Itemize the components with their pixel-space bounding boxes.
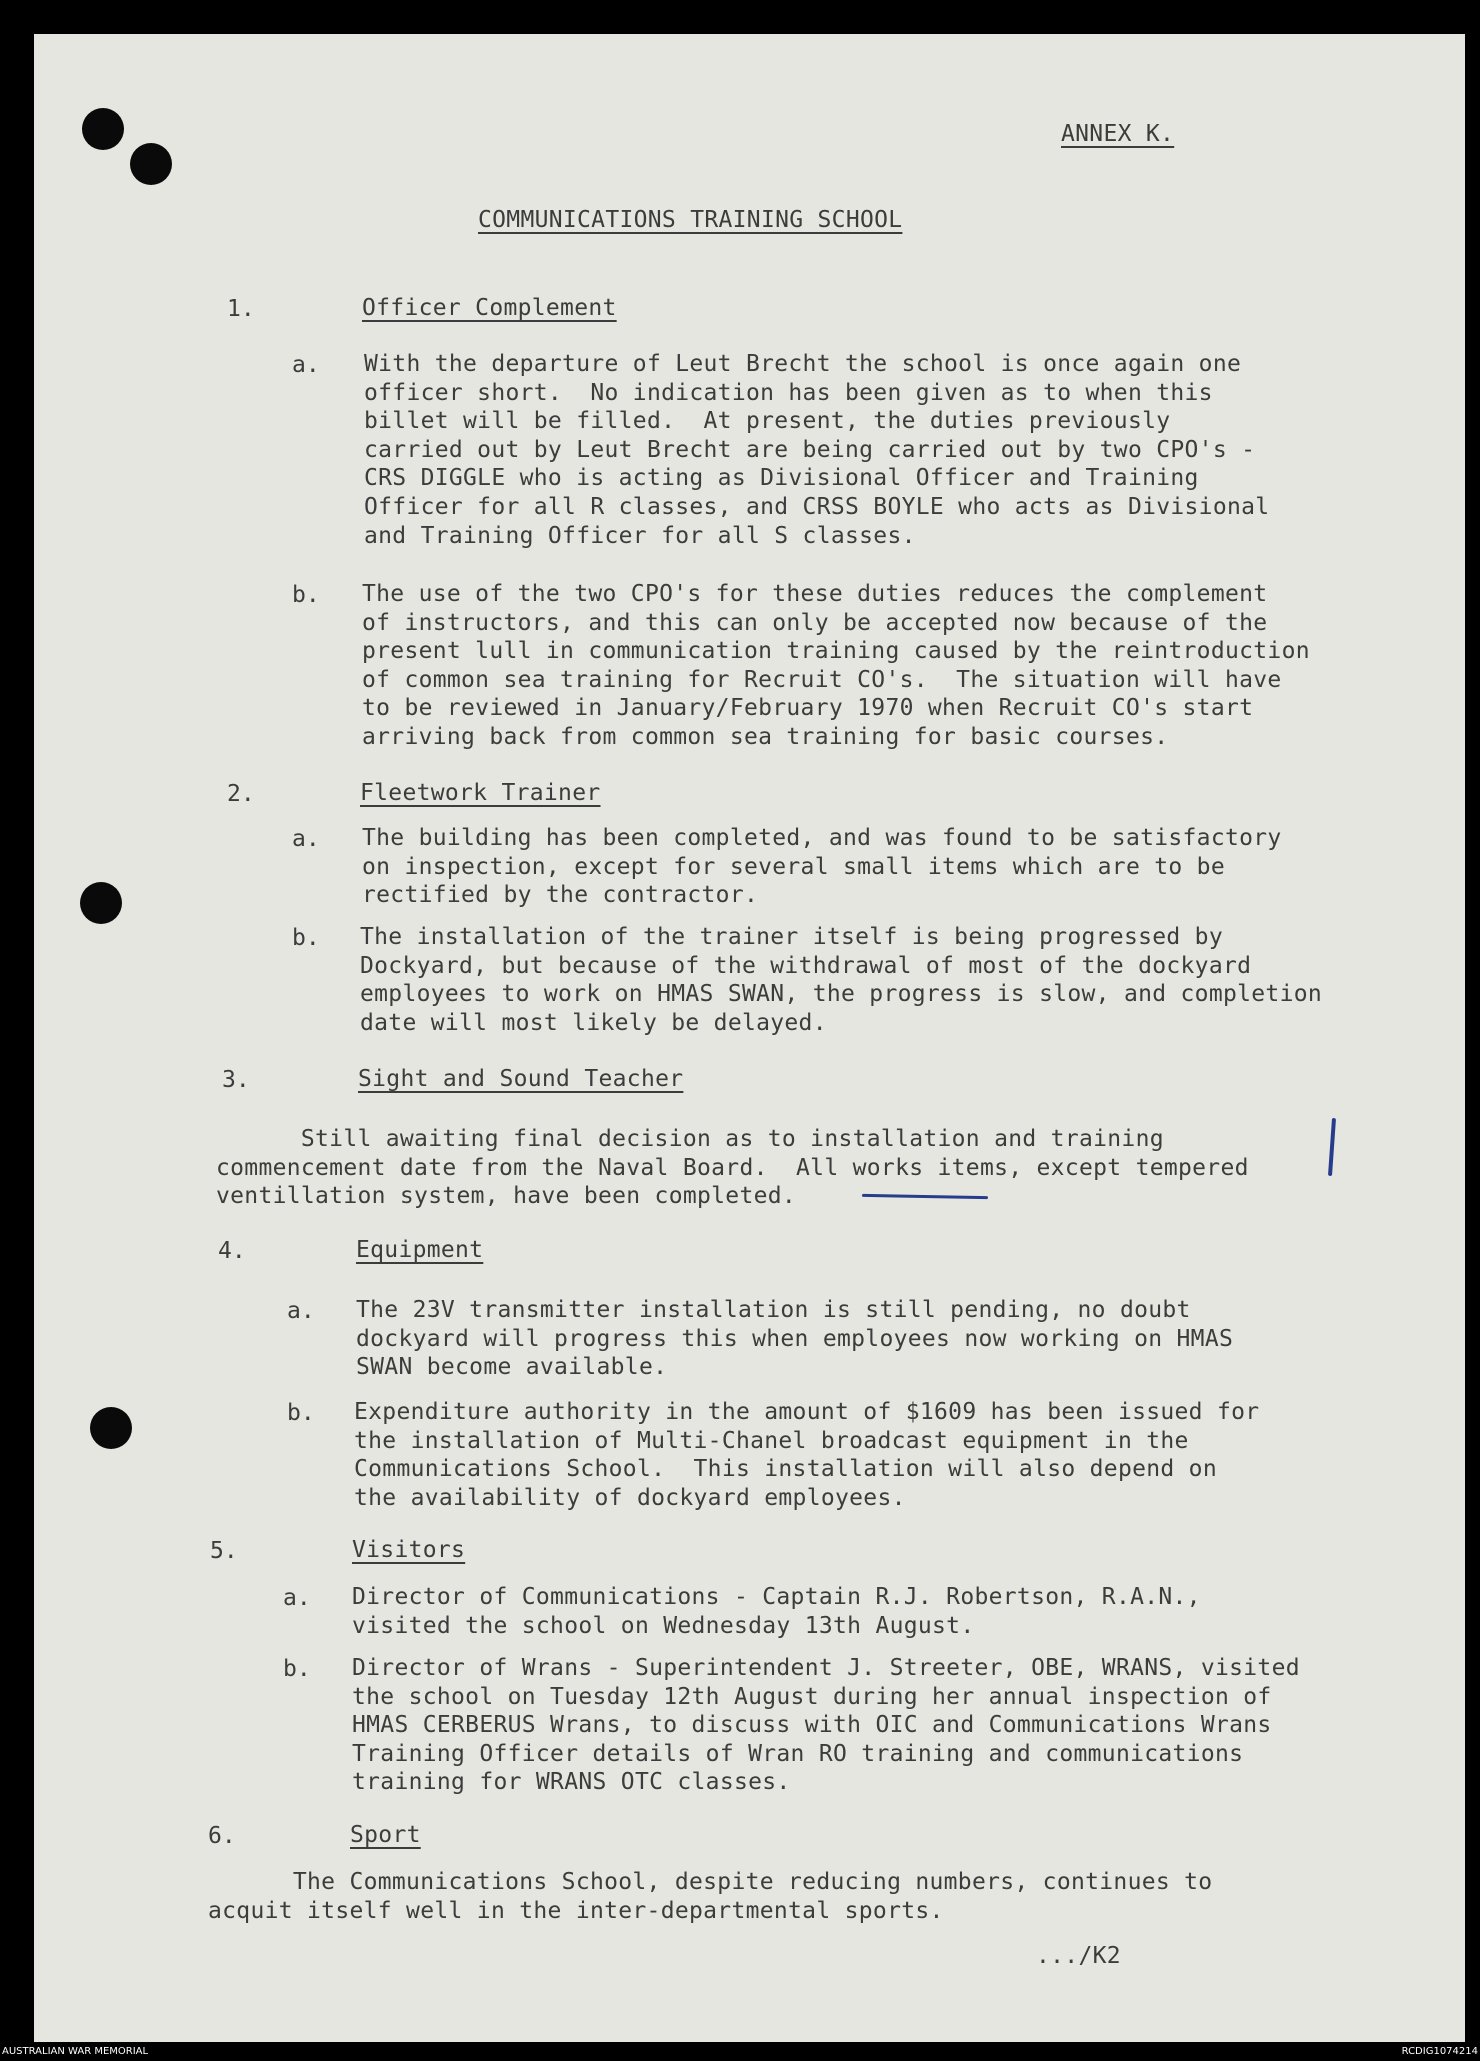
- item-line: HMAS CERBERUS Wrans, to discuss with OIC and Communications Wrans: [352, 1712, 1272, 1739]
- item-line: of common sea training for Recruit CO's. The situation will have: [362, 666, 1282, 693]
- section-heading: Officer Complement: [362, 295, 617, 321]
- item-line: visited the school on Wednesday 13th August.: [352, 1612, 975, 1639]
- section-number: 4.: [218, 1238, 246, 1264]
- item-line: The use of the two CPO's for these duties reduces the complement: [362, 581, 1268, 607]
- section-number: 5.: [210, 1538, 238, 1564]
- item-line: Dockyard, but because of the withdrawal of most of the dockyard: [360, 952, 1252, 979]
- item-letter: a.: [287, 1298, 315, 1324]
- item-letter: b.: [287, 1400, 315, 1426]
- item-letter: b.: [283, 1656, 311, 1682]
- item-line: the school on Tuesday 12th August during her annual inspection of: [352, 1683, 1272, 1710]
- item-letter: a.: [292, 352, 320, 378]
- item-line: to be reviewed in January/February 1970 when Recruit CO's start: [362, 695, 1254, 722]
- item-line: billet will be filled. At present, the duties previously: [364, 408, 1171, 435]
- item-line: dockyard will progress this when employees now working on HMAS: [356, 1325, 1234, 1352]
- section-heading: Sport: [350, 1822, 421, 1848]
- section-heading: Equipment: [356, 1237, 484, 1263]
- section-heading: Sight and Sound Teacher: [358, 1066, 684, 1092]
- item-line: the installation of Multi-Chanel broadcast equipment in the: [354, 1427, 1189, 1454]
- punch-hole: [130, 143, 172, 185]
- item-line: employees to work on HMAS SWAN, the progress is slow, and completion: [360, 981, 1323, 1008]
- item-line: Training Officer details of Wran RO training and communications: [352, 1740, 1244, 1767]
- item-line: Director of Wrans - Superintendent J. Streeter, OBE, WRANS, visited: [352, 1655, 1300, 1681]
- paragraph-line: ventillation system, have been completed.: [216, 1183, 797, 1210]
- item-line: Communications School. This installation will also depend on: [354, 1456, 1217, 1483]
- paragraph-line: Still awaiting final decision as to installation and training: [216, 1126, 1164, 1152]
- item-letter: a.: [292, 826, 320, 852]
- item-line: Director of Communications - Captain R.J. Robertson, R.A.N.,: [352, 1584, 1201, 1610]
- footer-source: AUSTRALIAN WAR MEMORIAL: [2, 2046, 149, 2057]
- item-line: date will most likely be delayed.: [360, 1009, 827, 1036]
- item-line: Officer for all R classes, and CRSS BOYLE who acts as Divisional: [364, 494, 1270, 520]
- footer-record-id: RCDIG1074214: [1401, 2046, 1478, 2057]
- item-line: The building has been completed, and was found to be satisfactory: [362, 825, 1282, 851]
- section-number: 1.: [227, 296, 255, 322]
- item-line: and Training Officer for all S classes.: [364, 522, 916, 549]
- item-line: rectified by the contractor.: [362, 882, 759, 909]
- section-number: 2.: [227, 781, 255, 807]
- item-line: training for WRANS OTC classes.: [352, 1769, 791, 1796]
- item-line: The 23V transmitter installation is still pending, no doubt: [356, 1297, 1191, 1323]
- item-line: CRS DIGGLE who is acting as Divisional Officer and Training: [364, 465, 1199, 492]
- annex-label: ANNEX K.: [1061, 121, 1175, 147]
- item-line: arriving back from common sea training for basic courses.: [362, 724, 1169, 750]
- item-line: of instructors, and this can only be accepted now because of the: [362, 609, 1268, 636]
- item-line: officer short. No indication has been given as to when this: [364, 379, 1213, 406]
- item-line: present lull in communication training caused by the reintroduction: [362, 638, 1310, 665]
- continuation-marker: .../K2: [1036, 1943, 1121, 1969]
- punch-hole: [90, 1407, 132, 1449]
- item-letter: b.: [292, 925, 320, 951]
- document-title: COMMUNICATIONS TRAINING SCHOOL: [478, 207, 903, 233]
- punch-hole: [80, 882, 122, 924]
- item-line: SWAN become available.: [356, 1354, 668, 1381]
- item-line: With the departure of Leut Brecht the school is once again one: [364, 351, 1242, 377]
- punch-hole: [82, 108, 124, 150]
- section-heading: Visitors: [352, 1537, 466, 1563]
- item-line: carried out by Leut Brecht are being carried out by two CPO's -: [364, 436, 1256, 463]
- item-line: the availability of dockyard employees.: [354, 1484, 906, 1511]
- item-line: The installation of the trainer itself is being progressed by: [360, 924, 1223, 950]
- paragraph-line: The Communications School, despite reducing numbers, continues to: [208, 1869, 1213, 1895]
- item-line: Expenditure authority in the amount of $1609 has been issued for: [354, 1399, 1260, 1425]
- item-letter: a.: [283, 1585, 311, 1611]
- section-number: 3.: [222, 1067, 250, 1093]
- section-number: 6.: [208, 1823, 236, 1849]
- item-line: on inspection, except for several small items which are to be: [362, 853, 1225, 880]
- section-heading: Fleetwork Trainer: [360, 780, 601, 806]
- paragraph-line: commencement date from the Naval Board. All works items, except tempered: [216, 1154, 1249, 1181]
- item-letter: b.: [292, 582, 320, 608]
- paragraph-line: acquit itself well in the inter-departmental sports.: [208, 1897, 944, 1924]
